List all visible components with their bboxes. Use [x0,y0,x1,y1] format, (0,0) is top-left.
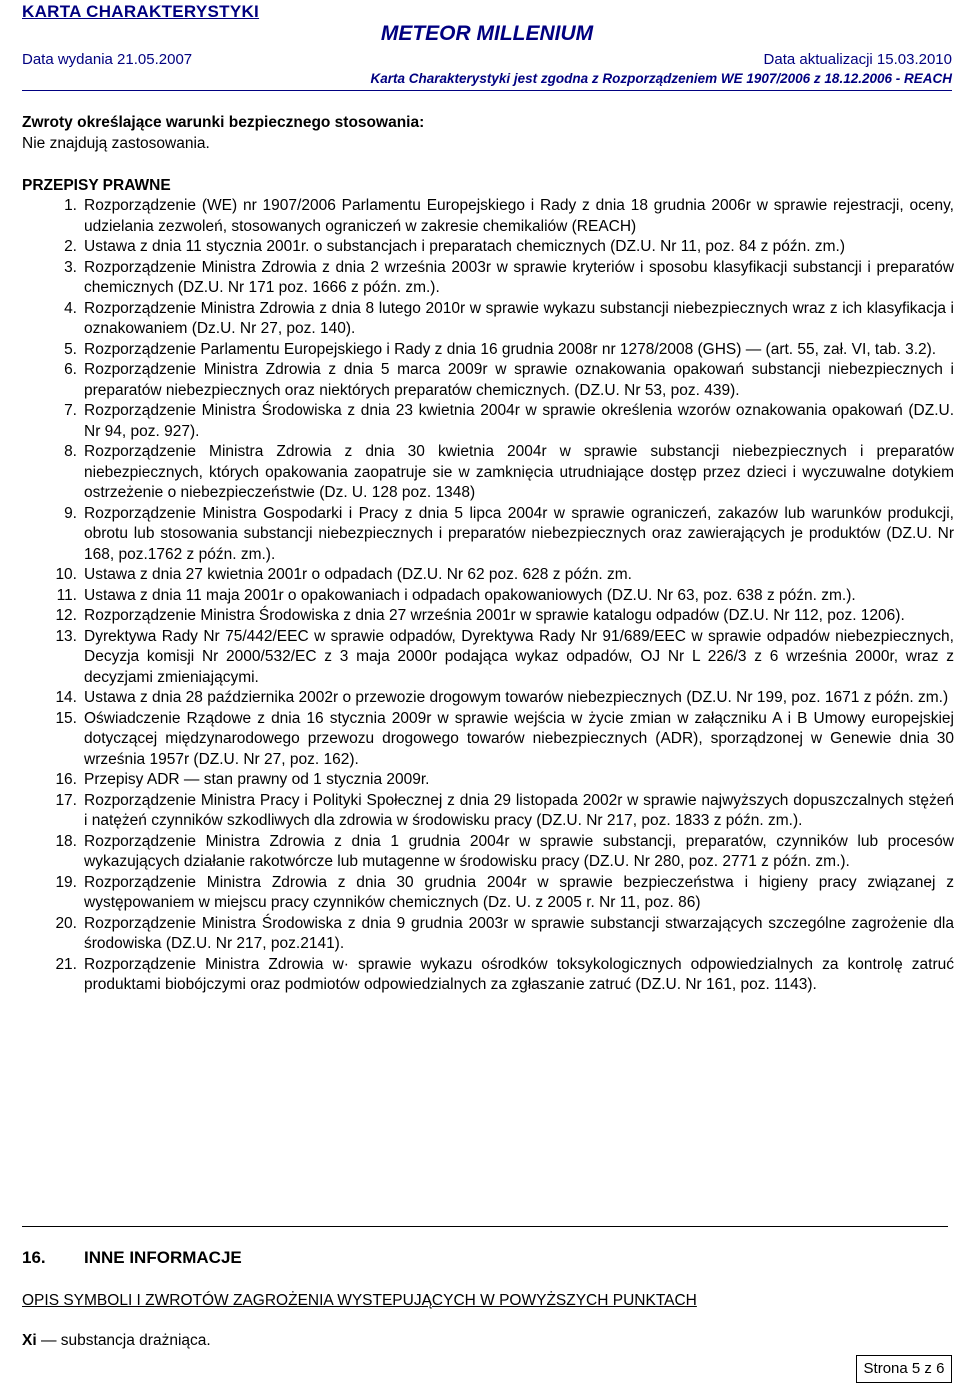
regulation-number: 18. [55,832,77,850]
xi-definition [22,1332,211,1350]
safe-use-text: Nie znajdują zastosowania. [22,135,210,152]
regulation-item [22,606,954,627]
regulation-number: 15. [55,709,77,727]
regulation-item [22,770,954,791]
header-divider [22,90,952,91]
regulation-text: Rozporządzenie Ministra Zdrowia z dnia 2 września 2003r w sprawie kryteriów i sposobu klasyfikacji substancji i preparatów chemicznych (DZ.U. Nr 171 poz. 1666 z późn. zm.). [84,258,954,296]
update-date: Data aktualizacji 15.03.2010 [763,51,952,68]
regulation-number: 9. [64,504,77,522]
regulation-item [22,955,954,996]
regulation-number: 20. [55,914,77,932]
regulation-text: Ustawa z dnia 11 stycznia 2001r. o substancjach i preparatach chemicznych (DZ.U. Nr 11, poz. 84 z późn. zm.) [84,238,845,255]
regulation-text: Rozporządzenie Ministra Zdrowia z dnia 30 kwietnia 2004r w sprawie substancji niebezpiecznych i preparatów niebezpiecznych, których opakowania zaopatruje sie w zamknięcia utrudniające dostęp przez dzieci i wyczuwalne dotykiem ostrzeżenie o niebezpieczeństwie (Dz. U. 128 poz. 1348) [84,443,954,501]
regulation-item [22,709,954,771]
regulation-item [22,627,954,689]
regulation-text: Ustawa z dnia 11 maja 2001r o opakowaniach i odpadach opakowaniowych (DZ.U. Nr 63, poz. 638 z późn. zm.). [84,586,856,604]
safe-use-heading: Zwroty określające warunki bezpiecznego stosowania: [22,114,425,131]
regulation-number: 14. [55,689,77,706]
regulation-text: Rozporządzenie Ministra Zdrowia z dnia 30 grudnia 2004r w sprawie bezpieczeństwa i higieny pracy związanej z występowaniem w miejscu pracy czynników chemicznych (Dz. U. z 2005 r. Nr 11, poz. 86) [84,873,954,911]
regulation-number: 16. [55,771,77,788]
regulation-text: Rozporządzenie Ministra Zdrowia z dnia 1 grudnia 2004r w sprawie substancji, preparatów, czynników lub procesów wykazujących działanie rakotwórcze lub mutagenne w środowisku pracy (DZ.U. Nr 280, poz. 2771 z późn. zm.). [84,832,954,870]
regulation-text: Rozporządzenie Ministra Środowiska z dnia 27 września 2001r w sprawie katalogu odpadów (DZ.U. Nr 112, poz. 1206). [84,607,905,624]
symbols-heading: OPIS SYMBOLI I ZWROTÓW ZAGROŻENIA WYSTEPUJĄCYCH W POWYŻSZYCH PUNKTACH [22,1292,697,1309]
regulation-text: Rozporządzenie Ministra Zdrowia z dnia 5 marca 2009r w sprawie oznakowania opakowań substancji niebezpiecznych i preparatów niebezpiecznych oraz niektórych preparatów chemicznych. (DZ.U. Nr 53, poz. 439). [84,361,954,399]
regulation-number: 5. [64,340,77,358]
regulation-item [22,196,954,237]
regulation-number: 4. [64,299,77,317]
regulation-text: Rozporządzenie (WE) nr 1907/2006 Parlamentu Europejskiego i Rady z dnia 18 grudnia 2006r w sprawie rejestracji, oceny, udzielania zezwoleń, stosowanych ograniczeń w zakresie chemikaliów (REACH) [84,197,954,235]
regulation-item [22,873,954,914]
xi-code: Xi [22,1332,37,1349]
regulation-number: 1. [64,197,77,214]
regulations-list [22,196,954,996]
regulation-number: 21. [55,955,77,973]
regulation-item [22,442,954,504]
section-title: INNE INFORMACJE [84,1248,242,1267]
regulation-number: 19. [55,873,77,891]
regulation-text: Ustawa z dnia 28 października 2002r o przewozie drogowym towarów niebezpiecznych (DZ.U. Nr 199, poz. 1671 z późn. zm.) [84,689,949,706]
regulation-number: 11. [56,586,77,604]
regulation-text: Rozporządzenie Ministra Pracy i Polityki Społecznej z dnia 29 listopada 2002r w sprawie najwyższych dopuszczalnych stężeń i natężeń czynników szkodliwych dla zdrowia w środowisku pracy (DZ.U. Nr 217, poz. 1833 z późn. zm.). [84,791,954,829]
section-16-heading [22,1248,242,1268]
regulation-number: 13. [55,627,77,645]
regulation-number: 17. [55,791,77,809]
regulation-item [22,237,954,258]
regulation-number: 2. [64,238,77,255]
regulation-item [22,832,954,873]
regulation-number: 6. [64,361,77,378]
regulation-item [22,360,954,401]
regulation-item [22,586,954,607]
regulation-item [22,565,954,586]
regulation-number: 7. [64,402,77,419]
page-number: Strona 5 z 6 [856,1355,952,1383]
regulation-text: Rozporządzenie Ministra Środowiska z dnia 9 grudnia 2003r w sprawie substancji stwarzających szczególne zagrożenie dla środowiska (DZ.U. Nr 217, poz.2141). [84,914,954,952]
regulation-item [22,340,954,361]
regulation-text: Rozporządzenie Parlamentu Europejskiego i Rady z dnia 16 grudnia 2008r nr 1278/2008 (GHS) — (art. 55, zał. VI, tab. 3.2). [84,340,937,358]
regulation-item [22,504,954,566]
regulation-item [22,791,954,832]
regulation-item [22,401,954,442]
regulation-text: Oświadczenie Rządowe z dnia 16 stycznia 2009r w sprawie wejścia w życie zmian w załączniku A i B Umowy europejskiej dotyczącej międzynarodowego przewozu drogowego towarów niebezpiecznych (ADR), sporządzonej w Genewie dnia 30 września 1957r (DZ.U. Nr 27, poz. 162). [84,709,954,768]
regulation-item [22,299,954,340]
section-number: 16. [22,1248,46,1267]
regulation-text: Dyrektywa Rady Nr 75/442/EEC w sprawie odpadów, Dyrektywa Rady Nr 91/689/EEC w sprawie odpadów niebezpiecznych, Decyzja komisji Nr 2000/532/EC z 3 maja 2000r podająca wykaz odpadów, OJ Nr L 226/3 z 6 września 2000r, wraz z decyzjami zmieniającymi. [84,627,954,686]
regulations-heading: PRZEPISY PRAWNE [22,177,171,194]
regulation-text: Rozporządzenie Ministra Środowiska z dnia 23 kwietnia 2004r w sprawie określenia wzorów oznakowania opakowań (DZ.U. Nr 94, poz. 927). [84,402,954,440]
section-divider [22,1226,948,1227]
regulation-number: 10. [55,566,77,583]
xi-text: — substancja drażniąca. [36,1332,211,1349]
regulation-number: 12. [55,607,77,624]
regulation-text: Rozporządzenie Ministra Zdrowia w· sprawie wykazu ośrodków toksykologicznych odpowiedzialnych za kontrolę zatruć produktami biobójczymi oraz podmiotów odpowiedzialnych za zgłaszanie zatruć (DZ.U. Nr 161, poz. 1143). [84,955,954,993]
document-header [22,0,952,92]
product-name: METEOR MILLENIUM [380,22,594,45]
regulation-item [22,688,954,709]
issue-date: Data wydania 21.05.2007 [22,51,193,68]
regulation-item [22,914,954,955]
regulation-text: Ustawa z dnia 27 kwietnia 2001r o odpadach (DZ.U. Nr 62 poz. 628 z późn. zm. [84,566,632,583]
document-title: KARTA CHARAKTERYSTYKI [22,2,260,21]
regulation-text: Rozporządzenie Ministra Zdrowia z dnia 8 lutego 2010r w sprawie wykazu substancji niebezpiecznych wraz z ich klasyfikacja i oznakowaniem (Dz.U. Nr 27, poz. 140). [84,299,954,337]
regulation-item [22,258,954,299]
regulation-text: Przepisy ADR — stan prawny od 1 stycznia 2009r. [84,771,430,788]
regulation-number: 8. [64,443,77,460]
compliance-note: Karta Charakterystyki jest zgodna z Rozporządzeniem WE 1907/2006 z 18.12.2006 - REACH [370,71,952,86]
regulation-number: 3. [64,258,77,276]
regulation-text: Rozporządzenie Ministra Gospodarki i Pracy z dnia 5 lipca 2004r w sprawie ograniczeń, zakazów lub warunków produkcji, obrotu lub stosowania substancji niebezpiecznych i preparatów niebezpiecznych oraz zawierających je produktów (DZ.U. Nr 168, poz.1762 z późn. zm.). [84,504,954,563]
